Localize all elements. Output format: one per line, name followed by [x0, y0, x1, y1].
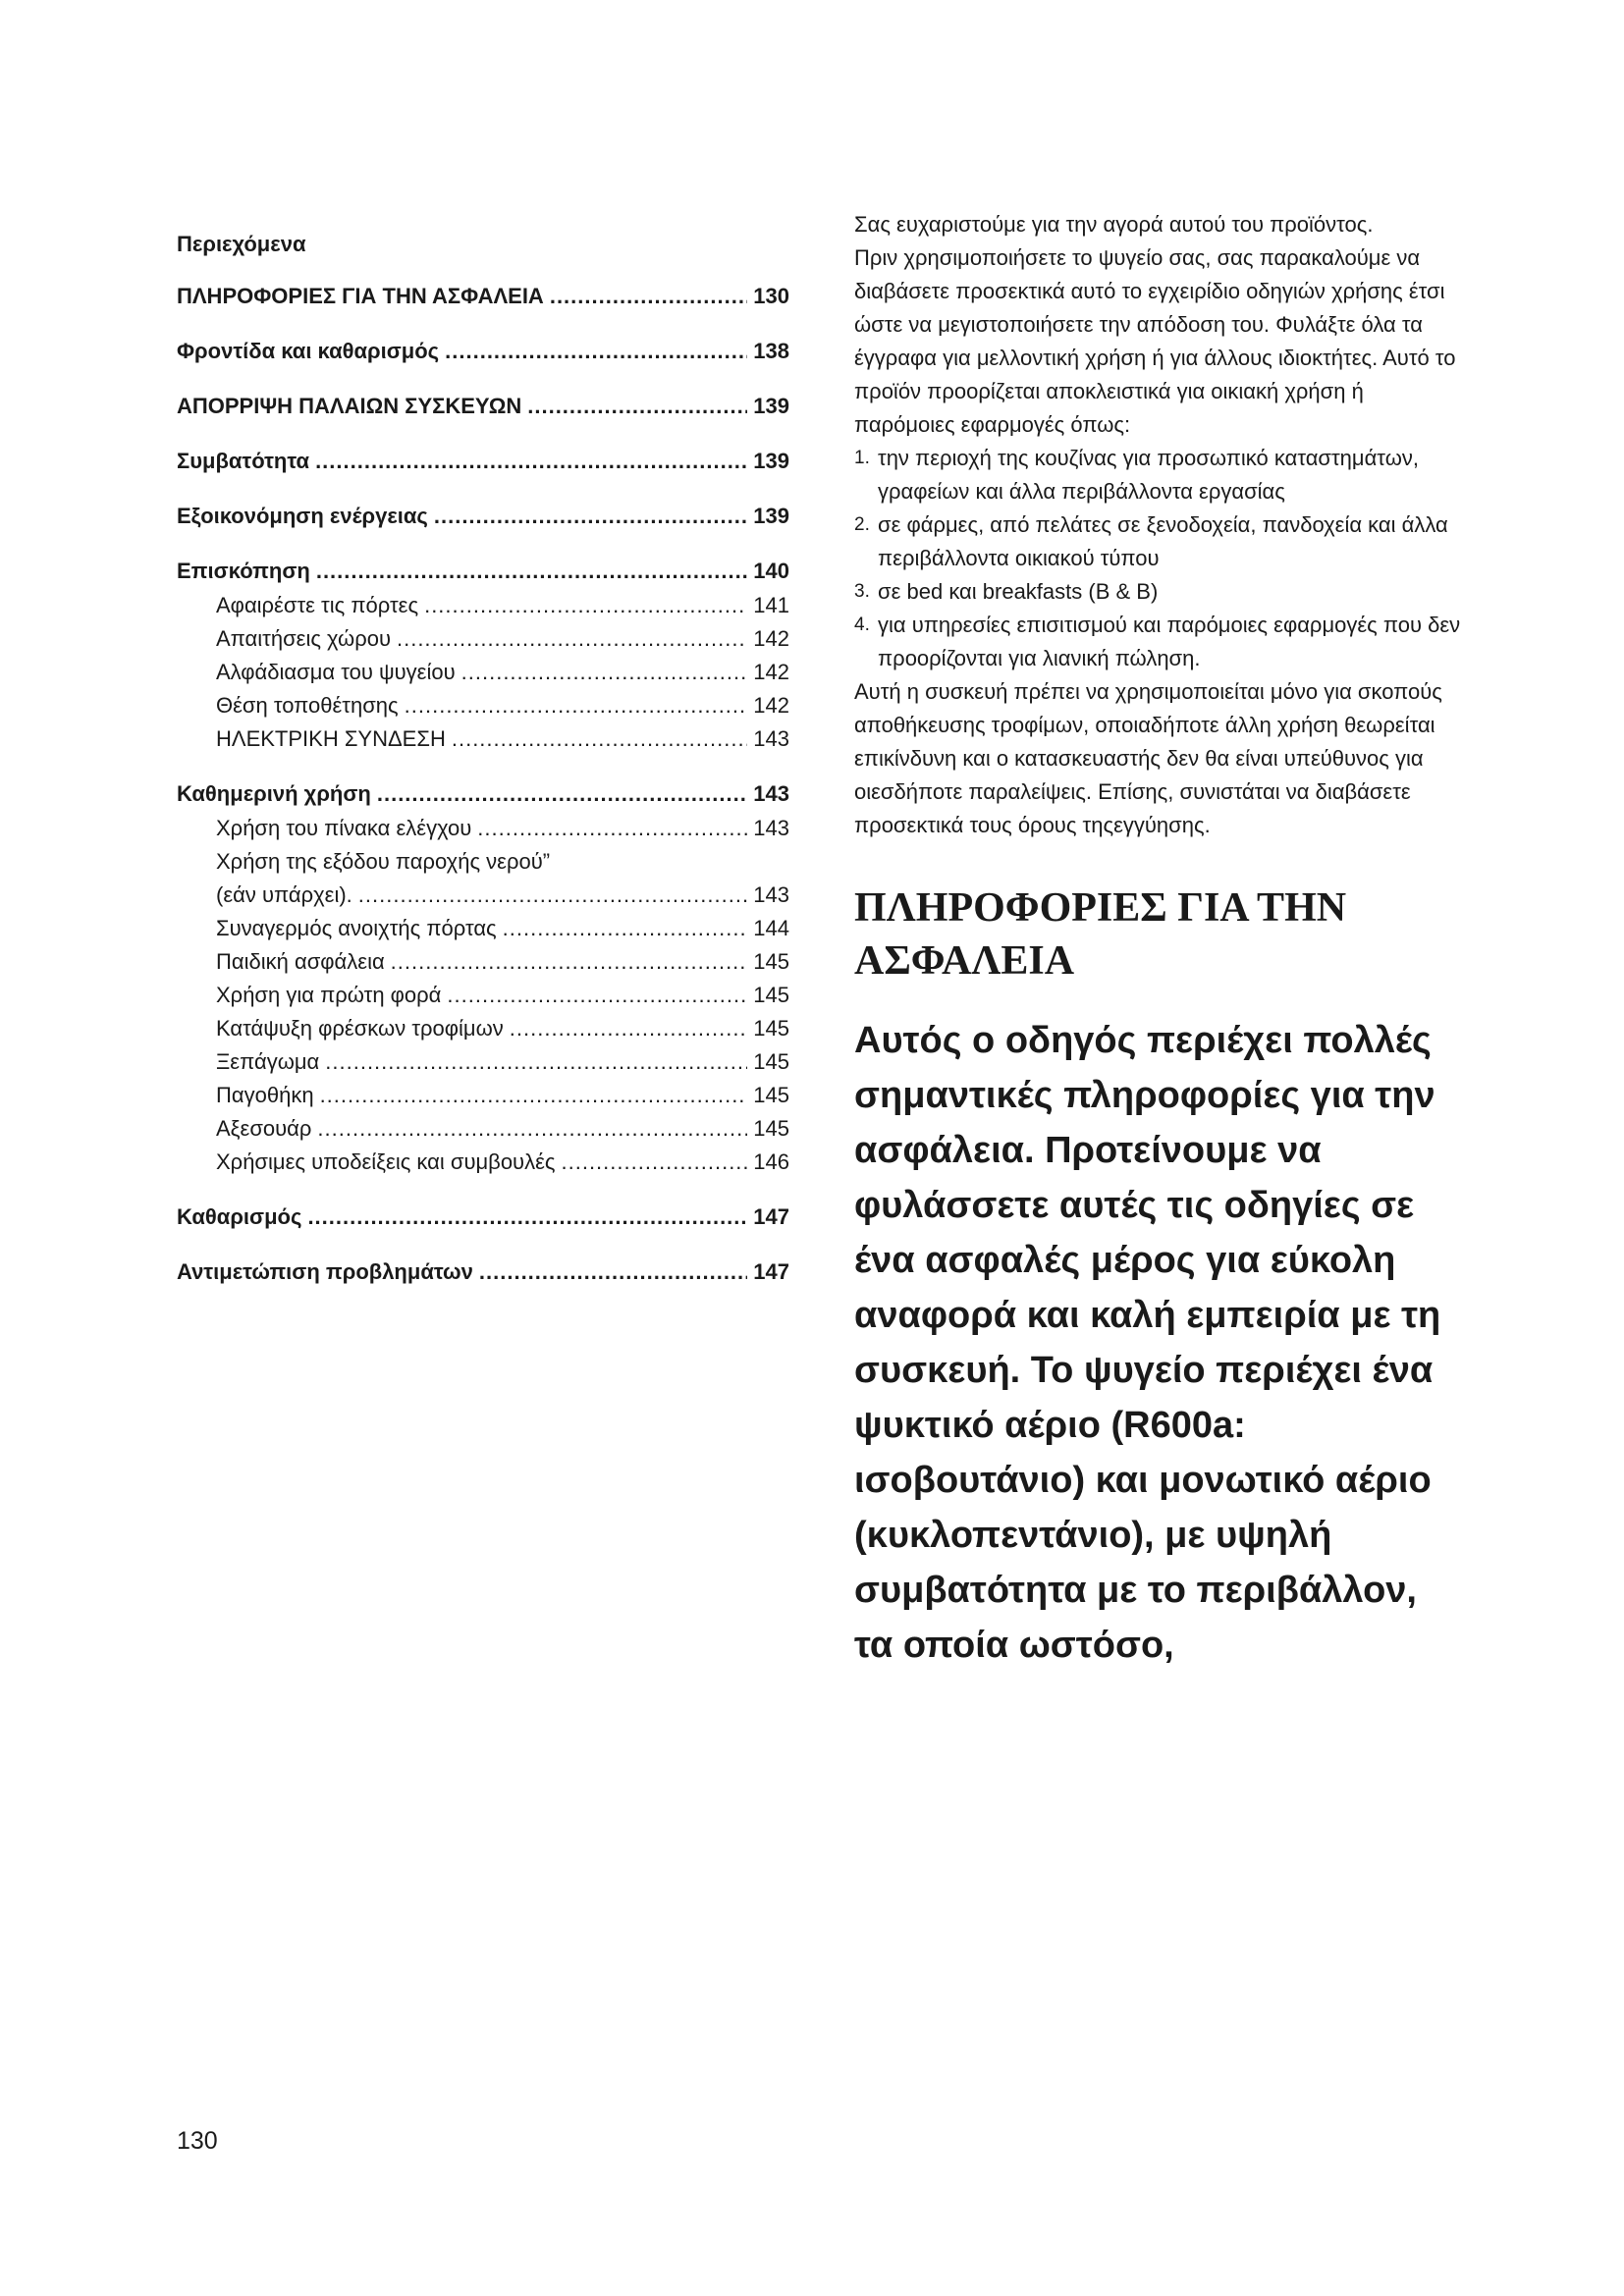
dot-leader — [405, 689, 748, 722]
toc-subentry[interactable] — [177, 589, 789, 622]
intro-usage-note: Αυτή η συσκευή πρέπει να χρησιμοποιείται μόνο για σκοπούς αποθήκευσης τροφίμων, οποιαδήποτε άλλη χρήση θεωρείται επικίνδυνη και ο κατασκευαστής δεν θα είναι υπεύθυνος για οιεσδήποτε παραλείψεις. Επίσης, συνιστάται να διαβάσετε προσεκτικά τους όρους τηςεγγύησης. — [854, 679, 1442, 837]
dot-leader — [461, 656, 748, 689]
toc-entry-page: 139 — [753, 394, 789, 418]
toc-subentry-label: Χρήσιμες υποδείξεις και συμβουλές — [216, 1149, 556, 1174]
toc-entry[interactable] — [177, 1201, 789, 1234]
toc-subentry-page: 142 — [753, 660, 789, 684]
toc-entry-label: Εξοικονόμηση ενέργειας — [177, 504, 428, 528]
toc-entry-page: 147 — [753, 1204, 789, 1229]
toc-entry-page: 130 — [753, 284, 789, 308]
toc-entry-label: Αντιμετώπιση προβλημάτων — [177, 1259, 473, 1284]
table-of-contents — [177, 228, 789, 1310]
list-number: 2. — [854, 514, 870, 535]
toc-subentry-label: Κατάψυξη φρέσκων τροφίμων — [216, 1016, 504, 1041]
toc-entry-page: 139 — [753, 504, 789, 528]
intro-instructions: Πριν χρησιμοποιήσετε το ψυγείο σας, σας παρακαλούμε να διαβάσετε προσεκτικά αυτό το εγχειρίδιο οδηγιών χρήσης έτσι ώστε να μεγιστοποιήσετε την απόδοση του. Φυλάξτε όλα τα έγγραφα για μελλοντική χρήση ή για άλλους ιδιοκτήτες. Αυτό το προϊόν προορίζεται αποκλειστικά για οικιακή χρήση ή παρόμοιες εφαρμογές όπως: — [854, 245, 1456, 437]
dot-leader — [325, 1045, 747, 1079]
usage-list-item — [854, 508, 1463, 575]
toc-entry[interactable] — [177, 777, 789, 811]
toc-subentry-label: Παγοθήκη — [216, 1083, 314, 1107]
toc-entry[interactable] — [177, 390, 789, 423]
toc-subentry[interactable] — [177, 812, 789, 845]
dot-leader — [452, 722, 747, 756]
toc-subentry-label: Συναγερμός ανοιχτής πόρτας — [216, 916, 497, 940]
toc-subentry-label: Αλφάδιασμα του ψυγείου — [216, 660, 456, 684]
dot-leader — [317, 1112, 747, 1146]
intro-thanks: Σας ευχαριστούμε για την αγορά αυτού του προϊόντος. — [854, 212, 1374, 237]
toc-subentry-label: Απαιτήσεις χώρου — [216, 626, 391, 651]
safety-warning: Αυτός ο οδηγός περιέχει πολλές σημαντικές πληροφορίες για την ασφάλεια. Προτείνουμε να φυλάσσετε αυτές τις οδηγίες σε ένα ασφαλές μέρος για εύκολη αναφορά και καλή εμπειρία με τη συσκευή. Το ψυγείο περιέχει ένα ψυκτικό αέριο (R600a: ισοβουτάνιο) και μονωτικό αέριο (κυκλοπεντάνιο), με υψηλή συμβατότητα με το περιβάλλον, τα οποία ωστόσο, — [854, 1020, 1441, 1666]
dot-leader — [315, 445, 747, 478]
list-number: 1. — [854, 448, 870, 468]
toc-subentry-page: 141 — [753, 593, 789, 617]
toc-subentry-page: 143 — [753, 726, 789, 751]
dot-leader — [377, 777, 747, 811]
toc-subentry[interactable] — [177, 1012, 789, 1045]
toc-subentry-page: 146 — [753, 1149, 789, 1174]
dot-leader — [562, 1146, 748, 1179]
dot-leader — [510, 1012, 748, 1045]
toc-entry-label: ΠΛΗΡΟΦΟΡΙΕΣ ΓΙΑ ΤΗΝ ΑΣΦΑΛΕΙΑ — [177, 284, 544, 308]
toc-subentry-label: Παιδική ασφάλεια — [216, 949, 385, 974]
toc-entry-label: Φροντίδα και καθαρισμός — [177, 339, 440, 363]
toc-entry-page: 138 — [753, 339, 789, 363]
toc-entry-label: ΑΠΟΡΡΙΨΗ ΠΑΛΑΙΩΝ ΣΥΣΚΕΥΩΝ — [177, 394, 522, 418]
toc-subentry-page: 145 — [753, 1083, 789, 1107]
list-number: 3. — [854, 581, 870, 602]
toc-subentry-page: 145 — [753, 1049, 789, 1074]
toc-subentry-label: ΗΛΕΚΤΡΙΚΗ ΣΥΝΔΕΣΗ — [216, 726, 446, 751]
toc-subentry-label: Χρήση της εξόδου παροχής νερού” — [216, 849, 551, 874]
dot-leader — [479, 1255, 747, 1289]
dot-leader — [424, 589, 747, 622]
page-number: 130 — [177, 2127, 218, 2155]
list-number: 4. — [854, 614, 870, 635]
toc-subentry-line — [216, 879, 789, 912]
toc-subentry-label: Αξεσουάρ — [216, 1116, 312, 1141]
toc-entry-label: Καθαρισμός — [177, 1204, 302, 1229]
toc-subentry-label: Αφαιρέστε τις πόρτες — [216, 593, 419, 617]
dot-leader — [391, 945, 748, 979]
dot-leader — [320, 1079, 748, 1112]
safety-heading: ΠΛΗΡΟΦΟΡΙΕΣ ΓΙΑ ΤΗΝ ΑΣΦΑΛΕΙΑ — [854, 885, 1347, 984]
toc-subentry-label: Θέση τοποθέτησης — [216, 693, 399, 718]
usage-list-item — [854, 442, 1463, 508]
dot-leader — [445, 335, 747, 368]
toc-entry-label: Συμβατότητα — [177, 449, 310, 473]
toc-entry[interactable] — [177, 1255, 789, 1289]
toc-entry[interactable] — [177, 335, 789, 368]
dot-leader — [477, 812, 747, 845]
list-text: σε bed και breakfasts (B & B) — [878, 579, 1159, 604]
toc-entry-page: 143 — [753, 781, 789, 806]
dot-leader — [397, 622, 747, 656]
toc-subentry-page: 145 — [753, 1116, 789, 1141]
toc-entry-page: 140 — [753, 559, 789, 583]
dot-leader — [307, 1201, 747, 1234]
toc-subentry-page: 144 — [753, 916, 789, 940]
toc-subentry-page: 142 — [753, 626, 789, 651]
toc-entry[interactable] — [177, 445, 789, 478]
dot-leader — [527, 390, 747, 423]
dot-leader — [447, 979, 747, 1012]
toc-entry[interactable] — [177, 555, 789, 588]
toc-subentry-page: 143 — [753, 882, 789, 907]
toc-subentry[interactable] — [177, 1079, 789, 1112]
dot-leader — [434, 500, 747, 533]
toc-entries — [177, 280, 789, 1289]
toc-entry-label: Καθημερινή χρήση — [177, 781, 371, 806]
dot-leader — [550, 280, 747, 313]
toc-subentry[interactable] — [177, 622, 789, 656]
usage-list-item — [854, 609, 1463, 675]
toc-entry-page: 147 — [753, 1259, 789, 1284]
toc-subentry[interactable] — [177, 1146, 789, 1179]
toc-entry-page: 139 — [753, 449, 789, 473]
toc-entry-label: Επισκόπηση — [177, 559, 310, 583]
toc-subentry-page: 142 — [753, 693, 789, 718]
toc-title: Περιεχόμενα — [177, 232, 306, 256]
dot-leader — [503, 912, 748, 945]
usage-list-item — [854, 575, 1463, 609]
list-text: την περιοχή της κουζίνας για προσωπικό καταστημάτων, γραφείων και άλλα περιβάλλοντα εργασίας — [878, 446, 1419, 504]
intro-text — [854, 208, 1463, 842]
toc-subentry[interactable] — [177, 689, 789, 722]
toc-subentry-page: 145 — [753, 983, 789, 1007]
toc-subentry[interactable] — [177, 845, 789, 912]
dot-leader — [358, 879, 748, 912]
toc-subentry[interactable] — [177, 1112, 789, 1146]
toc-subentry-page: 143 — [753, 816, 789, 840]
toc-entry[interactable] — [177, 280, 789, 313]
toc-subentry-label-cont: (εάν υπάρχει). — [216, 882, 352, 907]
toc-subentry[interactable] — [177, 979, 789, 1012]
toc-subentry[interactable] — [177, 912, 789, 945]
toc-subentry[interactable] — [177, 722, 789, 756]
list-text: σε φάρμες, από πελάτες σε ξενοδοχεία, πανδοχεία και άλλα περιβάλλοντα οικιακού τύπου — [878, 512, 1448, 570]
list-text: για υπηρεσίες επισιτισμού και παρόμοιες εφαρμογές που δεν προορίζονται για λιανική πώληση. — [878, 613, 1461, 670]
toc-subentry-page: 145 — [753, 1016, 789, 1041]
toc-subentry-label: Χρήση για πρώτη φορά — [216, 983, 442, 1007]
toc-entry[interactable] — [177, 500, 789, 533]
toc-subentry-label: Ξεπάγωμα — [216, 1049, 320, 1074]
dot-leader — [316, 555, 747, 588]
usage-list — [854, 442, 1463, 675]
toc-subentry-page: 145 — [753, 949, 789, 974]
toc-subentry[interactable] — [177, 656, 789, 689]
toc-subentry-label: Χρήση του πίνακα ελέγχου — [216, 816, 472, 840]
intro-column — [854, 208, 1463, 1673]
toc-subentry[interactable] — [177, 1045, 789, 1079]
toc-subentry[interactable] — [177, 945, 789, 979]
